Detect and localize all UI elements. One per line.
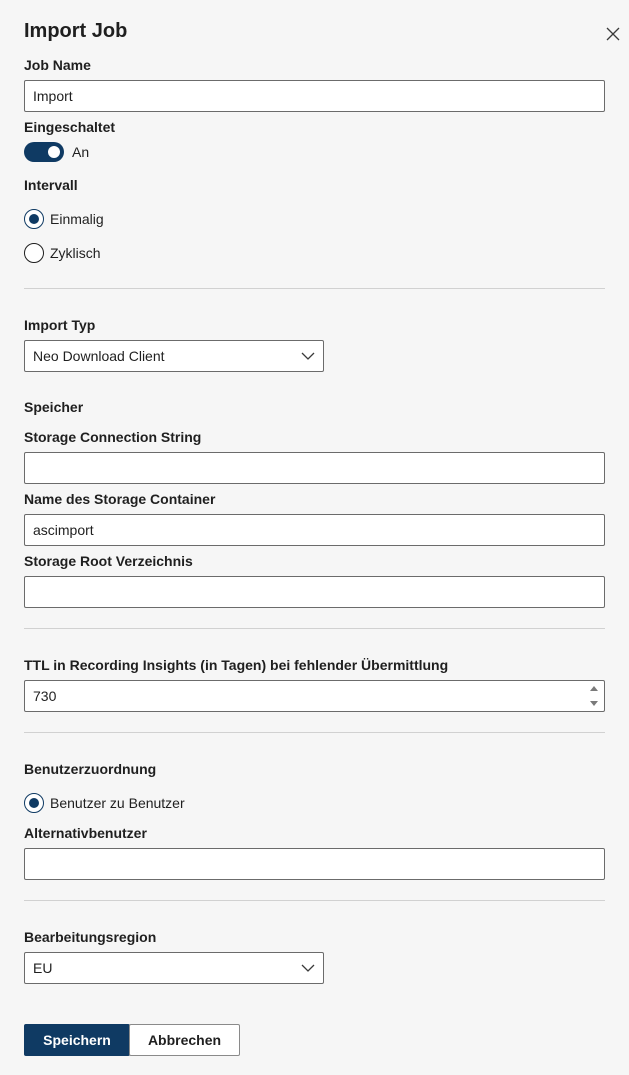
storage-root-label: Storage Root Verzeichnis [24, 553, 193, 569]
ttl-label: TTL in Recording Insights (in Tagen) bei fehlender Übermittlung [24, 657, 449, 673]
interval-radio-once[interactable] [24, 209, 44, 229]
user-mapping-option: Benutzer zu Benutzer [50, 795, 185, 811]
divider [24, 628, 605, 629]
spin-down-icon[interactable] [590, 701, 598, 707]
divider [24, 288, 605, 289]
alt-user-input[interactable] [24, 848, 605, 880]
storage-connection-input[interactable] [24, 452, 605, 484]
job-name-label: Job Name [24, 57, 91, 73]
interval-option-cyclic: Zyklisch [50, 245, 101, 261]
storage-container-input[interactable] [24, 514, 605, 546]
user-mapping-radio[interactable] [24, 793, 44, 813]
enabled-state-label: An [72, 144, 90, 160]
divider [24, 900, 605, 901]
close-icon[interactable] [603, 24, 623, 44]
ttl-value: 730 [33, 688, 57, 704]
enabled-toggle[interactable] [24, 142, 64, 162]
interval-label: Intervall [24, 177, 78, 193]
divider [24, 732, 605, 733]
chevron-down-icon [301, 349, 315, 363]
storage-connection-label: Storage Connection String [24, 429, 202, 445]
storage-root-input[interactable] [24, 576, 605, 608]
import-type-value: Neo Download Client [33, 348, 165, 364]
spin-up-icon[interactable] [590, 685, 598, 691]
storage-container-label: Name des Storage Container [24, 491, 216, 507]
interval-option-once: Einmalig [50, 211, 104, 227]
region-value: EU [33, 960, 53, 976]
cancel-button[interactable]: Abbrechen [129, 1024, 240, 1056]
storage-section-label: Speicher [24, 399, 84, 415]
region-label: Bearbeitungsregion [24, 929, 157, 945]
save-button[interactable]: Speichern [24, 1024, 130, 1056]
ttl-spinner[interactable] [590, 685, 600, 707]
dialog-title: Import Job [24, 20, 128, 42]
toggle-knob [48, 146, 60, 158]
user-mapping-label: Benutzerzuordnung [24, 761, 157, 777]
interval-radio-cyclic[interactable] [24, 243, 44, 263]
region-select[interactable] [24, 952, 324, 984]
import-type-label: Import Typ [24, 317, 96, 333]
chevron-down-icon [301, 961, 315, 975]
enabled-label: Eingeschaltet [24, 119, 116, 135]
import-type-select[interactable] [24, 340, 324, 372]
alt-user-label: Alternativbenutzer [24, 825, 147, 841]
job-name-input[interactable] [24, 80, 605, 112]
ttl-number-input[interactable] [24, 680, 605, 712]
